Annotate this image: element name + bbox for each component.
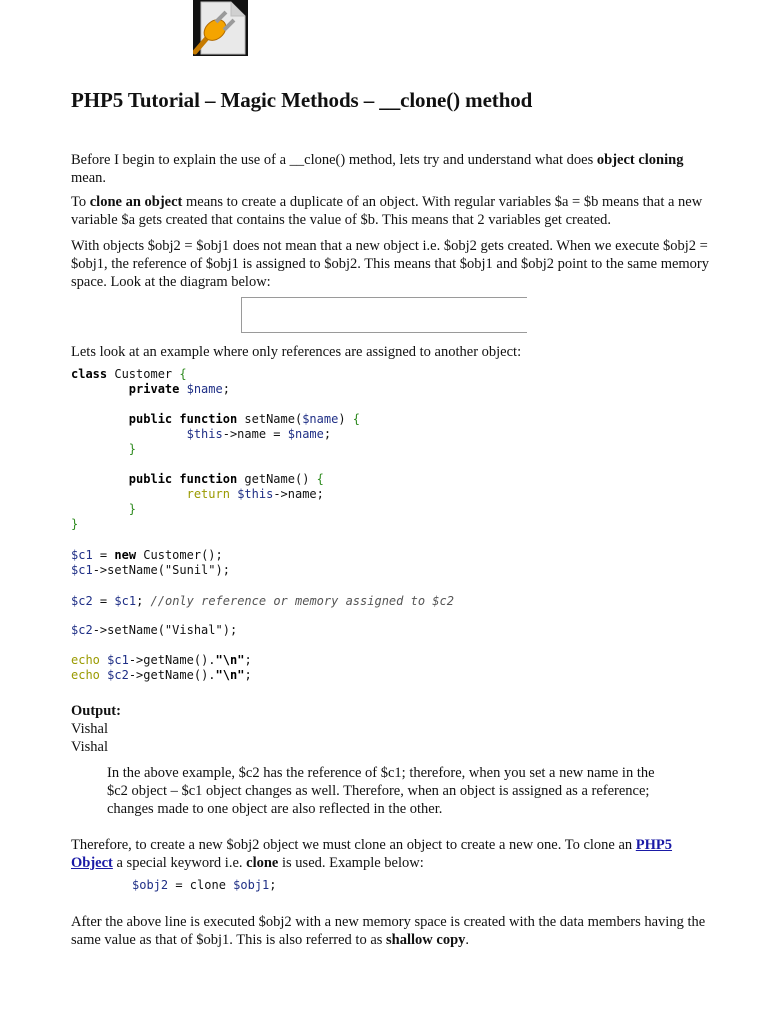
diagram-placeholder — [241, 297, 527, 333]
example-intro-paragraph: Lets look at an example where only references are assigned to another object: — [71, 344, 522, 360]
code-class-definition: class Customer { private $name; public function setName($name) { $this->name = $name; } public function getName() { return $this->name; } } — [71, 367, 361, 531]
page-title: PHP5 Tutorial – Magic Methods – __clone() method — [71, 88, 533, 112]
plugin-document-icon — [193, 0, 248, 56]
output-label: Output: — [71, 703, 121, 719]
code-assign-c2: $c2 = $c1; //only reference or memory assigned to $c2 — [71, 594, 454, 608]
code-set-vishal: $c2->setName("Vishal"); — [71, 623, 238, 637]
output-line: Vishal — [71, 721, 108, 737]
explanation-paragraph: In the above example, $c2 has the reference of $c1; therefore, when you set a new name in the $c2 object – $c1 object changes as well. Therefore, when an object is assigned as a reference; changes made to one object are also reflected in the other. — [107, 765, 655, 817]
therefore-paragraph: Therefore, to create a new $obj2 object we must clone an object to create a new one. To clone an PHP5 Object a special keyword i.e. clone is used. Example below: — [71, 837, 673, 871]
after-paragraph: After the above line is executed $obj2 with a new memory space is created with the data members having the same value as that of $obj1. This is also referred to as shallow copy. — [71, 914, 706, 948]
code-echo: echo $c1->getName()."\n"; echo $c2->getName()."\n"; — [71, 653, 252, 682]
code-usage-c1: $c1 = new Customer(); $c1->setName("Sunil"); — [71, 548, 230, 577]
clone-definition-paragraph: To clone an object means to create a duplicate of an object. With regular variables $a = $b means that a new variable $a gets created that contains the value of $b. This means that 2 variables get created. — [71, 194, 703, 228]
code-clone-line: $obj2 = clone $obj1; — [132, 878, 277, 892]
objects-paragraph: With objects $obj2 = $obj1 does not mean that a new object i.e. $obj2 gets created. When we execute $obj2 = $obj1, the reference of $obj1 is assigned to $obj2. This means that $obj1 and $obj2 point to the same memory space. Look at the diagram below: — [71, 238, 710, 290]
php5-object-link[interactable]: PHP5 Object — [71, 837, 673, 871]
output-line: Vishal — [71, 739, 108, 755]
intro-paragraph: Before I begin to explain the use of a __clone() method, lets try and understand what does object cloning mean. — [71, 152, 684, 186]
